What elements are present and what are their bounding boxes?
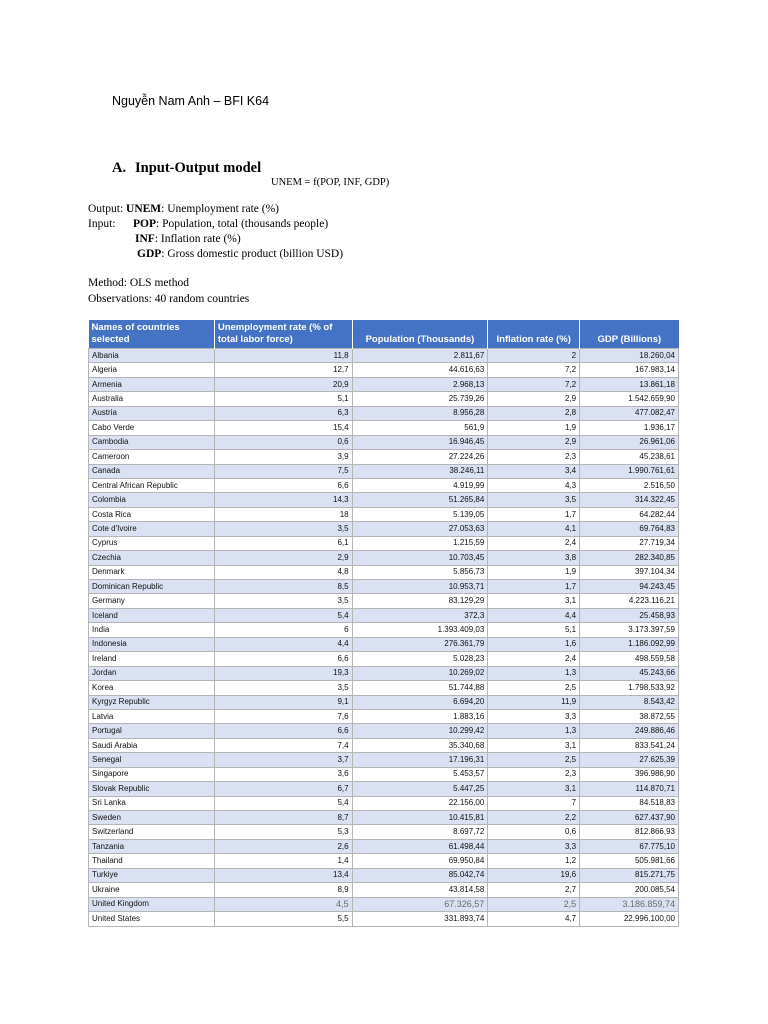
cell-inflation: 1,2 [488,854,580,868]
cell-country: Cote d'Ivoire [89,522,215,536]
table-row [89,377,679,391]
cell-country: Latvia [89,709,215,723]
cell-country: United States [89,912,215,926]
cell-inflation: 19,6 [488,868,580,882]
cell-population: 67.326,57 [352,897,488,911]
table-row [89,839,679,853]
cell-gdp: 45.243,66 [580,666,679,680]
cell-population: 6.694,20 [352,695,488,709]
cell-inflation: 7,2 [488,377,580,391]
input-key-pop: POP [133,218,156,230]
cell-gdp: 94.243,45 [580,580,679,594]
cell-population: 85.042,74 [352,868,488,882]
output-key: UNEM [126,203,162,215]
cell-unemployment: 5,4 [214,796,352,810]
cell-inflation: 1,7 [488,507,580,521]
cell-inflation: 4,7 [488,912,580,926]
cell-country: Saudi Arabia [89,738,215,752]
cell-unemployment: 9,1 [214,695,352,709]
cell-unemployment: 0,6 [214,435,352,449]
cell-unemployment: 6 [214,623,352,637]
cell-gdp: 396.986,90 [580,767,679,781]
cell-unemployment: 5,3 [214,825,352,839]
cell-unemployment: 7,6 [214,709,352,723]
cell-gdp: 13.861,18 [580,377,679,391]
cell-inflation: 2,9 [488,392,580,406]
cell-country: Armenia [89,377,215,391]
cell-unemployment: 6,6 [214,652,352,666]
cell-inflation: 2,4 [488,536,580,550]
model-formula: UNEM = f(POP, INF, GDP) [271,177,390,188]
cell-population: 2.968,13 [352,377,488,391]
section-heading [112,160,261,177]
table-row [89,767,679,781]
table-row [89,912,679,926]
cell-gdp: 249.886,46 [580,724,679,738]
cell-inflation: 1,7 [488,580,580,594]
cell-unemployment: 2,6 [214,839,352,853]
table-row [89,565,679,579]
cell-population: 16.946,45 [352,435,488,449]
cell-population: 2.811,67 [352,349,488,363]
cell-unemployment: 4,4 [214,637,352,651]
cell-inflation: 2,9 [488,435,580,449]
cell-unemployment: 1,4 [214,854,352,868]
cell-unemployment: 5,1 [214,392,352,406]
cell-unemployment: 3,5 [214,594,352,608]
cell-gdp: 27.625,39 [580,753,679,767]
cell-country: Turkiye [89,868,215,882]
cell-country: Austria [89,406,215,420]
cell-inflation: 1,9 [488,565,580,579]
input-text-gdp: : Gross domestic product (billion USD) [161,248,344,260]
cell-gdp: 1.542.659,90 [580,392,679,406]
table-row [89,478,679,492]
cell-gdp: 505.981,66 [580,854,679,868]
cell-gdp: 26.961,06 [580,435,679,449]
cell-unemployment: 11,8 [214,349,352,363]
cell-unemployment: 6,6 [214,478,352,492]
cell-population: 1.393.409,03 [352,623,488,637]
cell-gdp: 4.223.116,21 [580,594,679,608]
header-country: Names of countries selected [89,320,215,349]
table-row [89,522,679,536]
cell-unemployment: 15,4 [214,421,352,435]
cell-unemployment: 20,9 [214,377,352,391]
cell-gdp: 2.516,50 [580,478,679,492]
cell-gdp: 812.866,93 [580,825,679,839]
table-row [89,349,679,363]
cell-gdp: 8.543,42 [580,695,679,709]
header-population: Population (Thousands) [352,320,488,349]
cell-country: Colombia [89,493,215,507]
cell-unemployment: 4,8 [214,565,352,579]
table-row [89,709,679,723]
cell-country: Albania [89,349,215,363]
cell-inflation: 2,5 [488,897,580,911]
output-line [88,203,279,215]
cell-inflation: 2,5 [488,753,580,767]
cell-country: Cambodia [89,435,215,449]
cell-unemployment: 8,7 [214,811,352,825]
cell-unemployment: 6,1 [214,536,352,550]
table-row [89,854,679,868]
cell-inflation: 1,3 [488,724,580,738]
cell-country: Denmark [89,565,215,579]
cell-population: 10.299,42 [352,724,488,738]
cell-inflation: 4,4 [488,608,580,622]
cell-gdp: 282.340,85 [580,551,679,565]
header-gdp: GDP (Billions) [580,320,679,349]
cell-population: 1.215,59 [352,536,488,550]
cell-population: 17.196,31 [352,753,488,767]
cell-gdp: 3.186.859,74 [580,897,679,911]
cell-population: 27.224,26 [352,450,488,464]
cell-inflation: 2,8 [488,406,580,420]
cell-gdp: 833.541,24 [580,738,679,752]
cell-population: 8.697,72 [352,825,488,839]
cell-population: 69.950,84 [352,854,488,868]
input-text-inf: : Inflation rate (%) [154,233,241,245]
output-text: : Unemployment rate (%) [161,203,279,215]
cell-unemployment: 18 [214,507,352,521]
cell-unemployment: 5,5 [214,912,352,926]
cell-population: 10.953,71 [352,580,488,594]
cell-gdp: 38.872,55 [580,709,679,723]
cell-population: 331.893,74 [352,912,488,926]
cell-gdp: 1.798.533,92 [580,681,679,695]
cell-inflation: 2,3 [488,450,580,464]
cell-unemployment: 12,7 [214,363,352,377]
table-row [89,406,679,420]
cell-gdp: 1.990.761,61 [580,464,679,478]
cell-country: Australia [89,392,215,406]
cell-country: Ukraine [89,883,215,897]
cell-population: 22.156,00 [352,796,488,810]
cell-inflation: 3,3 [488,839,580,853]
cell-population: 5.453,57 [352,767,488,781]
cell-gdp: 45.238,61 [580,450,679,464]
cell-population: 51.265,84 [352,493,488,507]
table-row [89,450,679,464]
cell-gdp: 314.322,45 [580,493,679,507]
cell-inflation: 1,9 [488,421,580,435]
section-title-text: Input-Output model [135,160,262,176]
table-row [89,551,679,565]
cell-country: Germany [89,594,215,608]
cell-inflation: 7,2 [488,363,580,377]
cell-gdp: 3.173.397,59 [580,623,679,637]
table-row [89,421,679,435]
cell-inflation: 3,4 [488,464,580,478]
cell-unemployment: 5,4 [214,608,352,622]
input-key-gdp: GDP [137,248,162,260]
table-row [89,811,679,825]
cell-population: 44.616,63 [352,363,488,377]
table-row [89,825,679,839]
country-data-table [88,320,679,927]
cell-gdp: 67.775,10 [580,839,679,853]
cell-gdp: 27.719,34 [580,536,679,550]
cell-gdp: 498.559,58 [580,652,679,666]
cell-country: Iceland [89,608,215,622]
header-unemployment: Unemployment rate (% of total labor force) [214,320,352,349]
cell-country: Korea [89,681,215,695]
cell-gdp: 397.104,34 [580,565,679,579]
cell-country: Costa Rica [89,507,215,521]
cell-country: Indonesia [89,637,215,651]
cell-population: 51.744,88 [352,681,488,695]
table-row [89,623,679,637]
cell-gdp: 1.186.092,99 [580,637,679,651]
table-row [89,681,679,695]
cell-unemployment: 13,4 [214,868,352,882]
cell-gdp: 64.282,44 [580,507,679,521]
cell-country: Sri Lanka [89,796,215,810]
cell-unemployment: 14,3 [214,493,352,507]
cell-country: India [89,623,215,637]
cell-gdp: 167.983,14 [580,363,679,377]
output-prefix: Output: [88,203,127,215]
cell-gdp: 25.458,93 [580,608,679,622]
cell-population: 5.447,25 [352,782,488,796]
cell-population: 5.139,05 [352,507,488,521]
cell-gdp: 627.437,90 [580,811,679,825]
cell-inflation: 2,2 [488,811,580,825]
cell-population: 10.415,81 [352,811,488,825]
cell-unemployment: 3,9 [214,450,352,464]
cell-inflation: 1,3 [488,666,580,680]
cell-gdp: 200.085,54 [580,883,679,897]
cell-unemployment: 8,5 [214,580,352,594]
table-row [89,652,679,666]
cell-unemployment: 7,5 [214,464,352,478]
table-header-row [89,320,679,349]
cell-population: 276.361,79 [352,637,488,651]
table-row [89,738,679,752]
cell-unemployment: 4,5 [214,897,352,911]
cell-population: 561,9 [352,421,488,435]
table-row [89,868,679,882]
cell-unemployment: 6,7 [214,782,352,796]
cell-unemployment: 8,9 [214,883,352,897]
cell-inflation: 2,7 [488,883,580,897]
table-row [89,493,679,507]
cell-unemployment: 3,5 [214,681,352,695]
cell-unemployment: 2,9 [214,551,352,565]
table-row [89,392,679,406]
cell-population: 83.129,29 [352,594,488,608]
cell-population: 372,3 [352,608,488,622]
table-row [89,536,679,550]
cell-country: Switzerland [89,825,215,839]
table-row [89,464,679,478]
cell-population: 8.956,28 [352,406,488,420]
cell-population: 5.856,73 [352,565,488,579]
cell-unemployment: 3,5 [214,522,352,536]
cell-country: Central African Republic [89,478,215,492]
observations-line: Observations: 40 random countries [88,293,250,305]
cell-country: Ireland [89,652,215,666]
cell-unemployment: 6,6 [214,724,352,738]
cell-country: Cyprus [89,536,215,550]
table-row [89,666,679,680]
cell-inflation: 2,5 [488,681,580,695]
cell-country: Senegal [89,753,215,767]
cell-inflation: 2,4 [488,652,580,666]
cell-inflation: 3,8 [488,551,580,565]
cell-inflation: 2 [488,349,580,363]
cell-gdp: 1.936,17 [580,421,679,435]
cell-inflation: 7 [488,796,580,810]
table-row [89,796,679,810]
cell-gdp: 815.271,75 [580,868,679,882]
cell-gdp: 69.764,83 [580,522,679,536]
cell-country: Cameroon [89,450,215,464]
table-row [89,883,679,897]
cell-population: 27.053,63 [352,522,488,536]
cell-inflation: 11,9 [488,695,580,709]
cell-gdp: 18.260,04 [580,349,679,363]
cell-country: Cabo Verde [89,421,215,435]
cell-country: Tanzania [89,839,215,853]
cell-unemployment: 19,3 [214,666,352,680]
input-key-inf: INF [135,233,155,245]
cell-inflation: 3,1 [488,594,580,608]
cell-population: 38.246,11 [352,464,488,478]
cell-inflation: 0,6 [488,825,580,839]
cell-population: 35.340,68 [352,738,488,752]
table-row [89,782,679,796]
cell-country: Thailand [89,854,215,868]
table-row [89,363,679,377]
table-row [89,637,679,651]
table-row [89,897,679,911]
cell-population: 43.814,58 [352,883,488,897]
cell-unemployment: 6,3 [214,406,352,420]
cell-population: 5.028,23 [352,652,488,666]
cell-population: 10.269,02 [352,666,488,680]
input-prefix: Input: [88,218,116,230]
cell-gdp: 114.870,71 [580,782,679,796]
cell-inflation: 3,5 [488,493,580,507]
cell-country: Czechia [89,551,215,565]
cell-country: Sweden [89,811,215,825]
cell-country: Dominican Republic [89,580,215,594]
table-row [89,695,679,709]
table-row [89,753,679,767]
cell-country: Jordan [89,666,215,680]
cell-country: Portugal [89,724,215,738]
cell-inflation: 1,6 [488,637,580,651]
cell-inflation: 3,1 [488,782,580,796]
table-row [89,435,679,449]
table-row [89,594,679,608]
cell-country: Slovak Republic [89,782,215,796]
table-row [89,507,679,521]
cell-population: 10.703,45 [352,551,488,565]
input-line-gdp [137,248,343,260]
cell-inflation: 4,1 [488,522,580,536]
cell-population: 1.883,16 [352,709,488,723]
author-line: Nguyễn Nam Anh – BFI K64 [112,94,270,108]
section-number: A. [112,160,127,176]
cell-country: United Kingdom [89,897,215,911]
cell-country: Canada [89,464,215,478]
input-text-pop: : Population, total (thousands people) [156,218,329,230]
cell-inflation: 3,3 [488,709,580,723]
cell-country: Algeria [89,363,215,377]
cell-gdp: 22.996.100,00 [580,912,679,926]
input-line-inf [135,233,241,245]
method-line: Method: OLS method [88,277,189,289]
cell-inflation: 4,3 [488,478,580,492]
cell-unemployment: 3,7 [214,753,352,767]
cell-country: Kyrgyz Republic [89,695,215,709]
table-row [89,608,679,622]
cell-population: 61.498,44 [352,839,488,853]
header-inflation: Inflation rate (%) [488,320,580,349]
cell-population: 4.919,99 [352,478,488,492]
cell-inflation: 2,3 [488,767,580,781]
table-row [89,724,679,738]
cell-unemployment: 7,4 [214,738,352,752]
cell-inflation: 5,1 [488,623,580,637]
cell-unemployment: 3,6 [214,767,352,781]
input-line-pop [88,218,328,230]
cell-country: Singapore [89,767,215,781]
table-row [89,580,679,594]
cell-gdp: 477.082,47 [580,406,679,420]
cell-inflation: 3,1 [488,738,580,752]
cell-gdp: 84.518,83 [580,796,679,810]
cell-population: 25.739,26 [352,392,488,406]
